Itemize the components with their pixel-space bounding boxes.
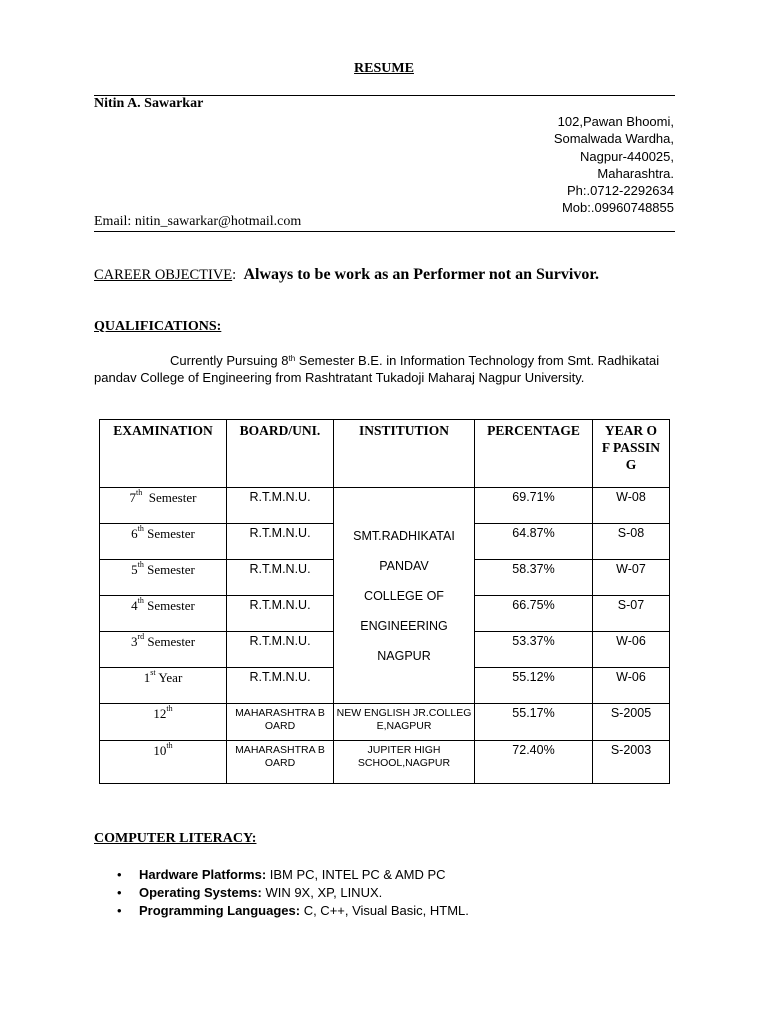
header-board: BOARD/UNI. xyxy=(227,420,334,488)
year-cell: S-2003 xyxy=(593,741,670,784)
phone-line: Ph:.0712-2292634 xyxy=(567,183,674,199)
percentage-cell: 53.37% xyxy=(475,632,593,668)
list-item-label: Programming Languages: xyxy=(139,903,301,918)
percentage-cell: 69.71% xyxy=(475,488,593,524)
para-sup: th xyxy=(288,354,296,363)
header-examination: EXAMINATION xyxy=(100,420,227,488)
board-cell: MAHARASHTRA BOARD xyxy=(227,741,334,784)
career-objective-label: CAREER OBJECTIVE xyxy=(94,267,233,283)
percentage-cell: 72.40% xyxy=(475,741,593,784)
institution-line: ENGINEERING xyxy=(360,618,448,633)
list-item-value: IBM PC, INTEL PC & AMD PC xyxy=(266,867,446,882)
address-line: Nagpur-440025, xyxy=(580,148,674,164)
year-cell: W-07 xyxy=(593,560,670,596)
exam-cell: 7th Semester xyxy=(100,488,227,524)
board-cell: R.T.M.N.U. xyxy=(227,668,334,704)
year-cell: W-08 xyxy=(593,488,670,524)
year-cell: S-2005 xyxy=(593,704,670,741)
qualifications-paragraph xyxy=(94,352,675,386)
header-year: YEAR OF PASSING xyxy=(593,420,670,488)
header-percentage: PERCENTAGE xyxy=(475,420,593,488)
exam-cell: 10th xyxy=(100,741,227,784)
year-cell: S-08 xyxy=(593,524,670,560)
career-objective-text: Always to be work as an Performer not an Survivor. xyxy=(243,266,599,283)
list-item-label: Operating Systems: xyxy=(139,885,262,900)
board-cell: R.T.M.N.U. xyxy=(227,488,334,524)
list-item-label: Hardware Platforms: xyxy=(139,867,267,882)
board-cell: R.T.M.N.U. xyxy=(227,632,334,668)
percentage-cell: 64.87% xyxy=(475,524,593,560)
list-item-value: C, C++, Visual Basic, HTML. xyxy=(300,903,469,918)
board-cell: R.T.M.N.U. xyxy=(227,596,334,632)
board-cell: MAHARASHTRA BOARD xyxy=(227,704,334,741)
qualifications-heading: QUALIFICATIONS: xyxy=(94,319,222,334)
board-cell: R.T.M.N.U. xyxy=(227,524,334,560)
institution-line: PANDAV xyxy=(379,558,429,573)
year-cell: S-07 xyxy=(593,596,670,632)
institution-line: SMT.RADHIKATAI xyxy=(353,528,455,543)
address-block xyxy=(554,113,674,217)
percentage-cell: 58.37% xyxy=(475,560,593,596)
year-cell: W-06 xyxy=(593,668,670,704)
address-line: Somalwada Wardha, xyxy=(553,131,674,147)
institution-line: COLLEGE OF xyxy=(364,588,444,603)
institution-cell: JUPITER HIGH SCHOOL,NAGPUR xyxy=(334,741,475,784)
mobile-line: Mob:.09960748855 xyxy=(561,200,674,216)
table-row xyxy=(100,741,670,784)
header-institution: INSTITUTION xyxy=(334,420,475,488)
contact-divider xyxy=(94,231,675,232)
career-objective xyxy=(94,266,599,284)
list-item xyxy=(117,866,469,884)
bullet-icon: • xyxy=(117,867,122,882)
institution-cell xyxy=(334,488,475,704)
bullet-icon: • xyxy=(117,885,122,900)
exam-cell: 3rd Semester xyxy=(100,632,227,668)
list-item-value: WIN 9X, XP, LINUX. xyxy=(261,885,383,900)
para-text-b: Semester B.E. in Information Technology from Smt. Radhikatai pandav College of Engineering from Rashtratant Tukadoji Maharaj Nagpur University. xyxy=(94,353,660,385)
percentage-cell: 55.17% xyxy=(475,704,593,741)
exam-cell: 1st Year xyxy=(100,668,227,704)
email-line: Email: nitin_sawarkar@hotmail.com xyxy=(94,214,302,229)
percentage-cell: 55.12% xyxy=(475,668,593,704)
institution-line: NAGPUR xyxy=(377,648,431,663)
computer-literacy-heading: COMPUTER LITERACY: xyxy=(94,831,257,846)
table-row xyxy=(100,488,670,524)
bullet-icon: • xyxy=(117,903,122,918)
qualifications-table xyxy=(99,419,670,784)
address-line: Maharashtra. xyxy=(597,165,674,181)
exam-cell: 6th Semester xyxy=(100,524,227,560)
address-line: 102,Pawan Bhoomi, xyxy=(557,114,674,129)
board-cell: R.T.M.N.U. xyxy=(227,560,334,596)
exam-cell: 5th Semester xyxy=(100,560,227,596)
institution-cell: NEW ENGLISH JR.COLLEGE,NAGPUR xyxy=(334,704,475,741)
year-cell: W-06 xyxy=(593,632,670,668)
exam-cell: 4th Semester xyxy=(100,596,227,632)
table-header-row xyxy=(100,420,670,488)
computer-literacy-list xyxy=(117,866,469,920)
resume-title: RESUME xyxy=(354,61,414,76)
list-item xyxy=(117,884,469,902)
candidate-name: Nitin A. Sawarkar xyxy=(94,96,204,111)
exam-cell: 12th xyxy=(100,704,227,741)
list-item xyxy=(117,902,469,920)
career-colon: : xyxy=(232,267,237,283)
para-text-a: Currently Pursuing 8 xyxy=(170,353,289,368)
table-row xyxy=(100,704,670,741)
percentage-cell: 66.75% xyxy=(475,596,593,632)
